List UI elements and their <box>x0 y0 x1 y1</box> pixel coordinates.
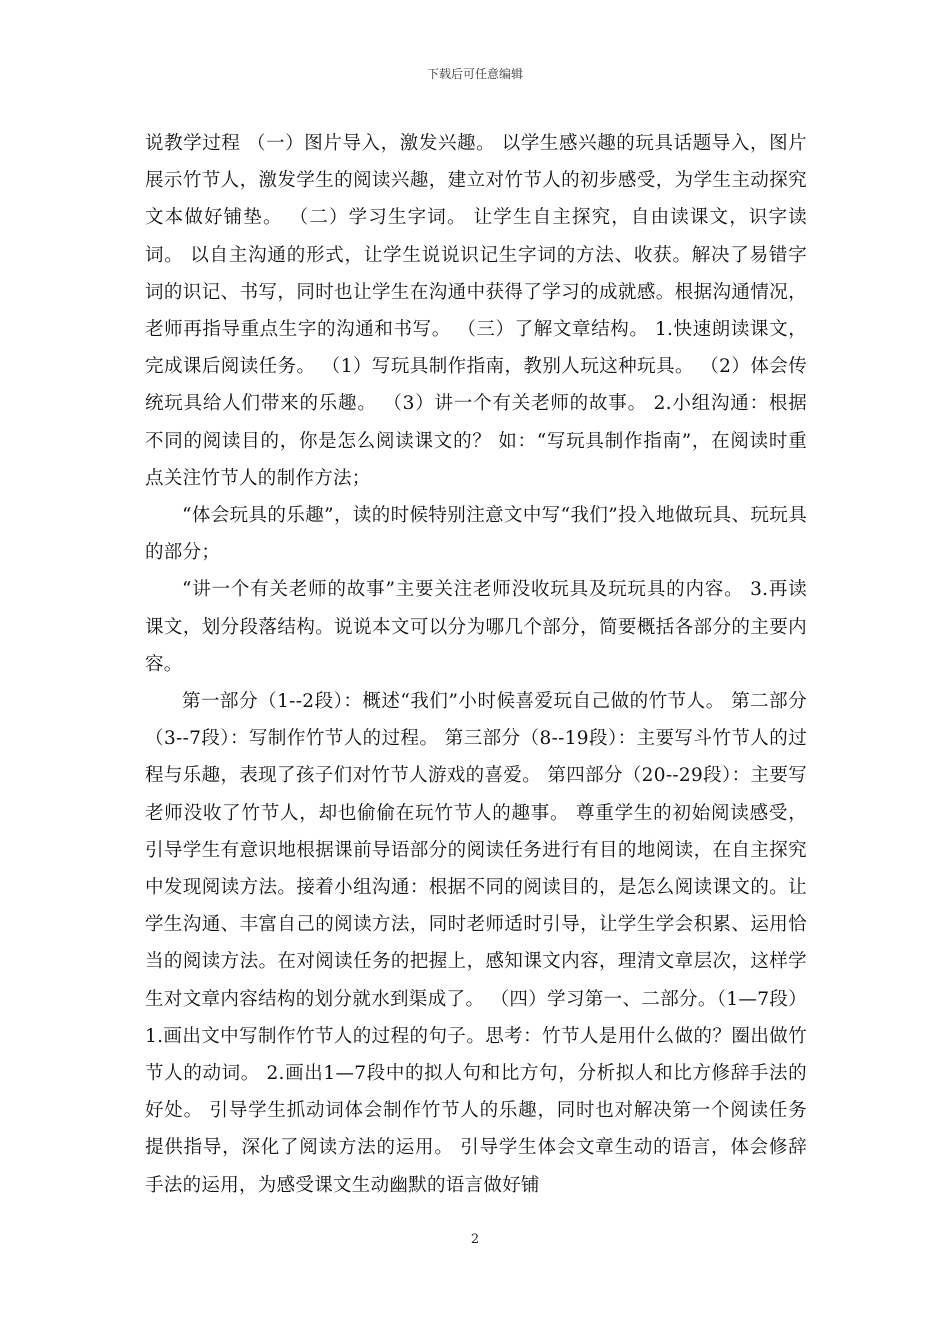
paragraph-3: “讲一个有关老师的故事”主要关注老师没收玩具及玩玩具的内容。 3.再读课文，划分段落结构。说说本文可以分为哪几个部分，简要概括各部分的主要内容。 <box>145 579 807 675</box>
paragraph-4: 第一部分（1--2段）：概述“我们”小时候喜爱玩自己做的竹节人。 第二部分（3--7段）：写制作竹节人的过程。 第三部分（8--19段）：主要写斗竹节人的过程与乐趣，表现了孩子们对竹节人游戏的喜爱。 第四部分（20--29段）：主要写老师没收了竹节人，却也偷偷在玩竹节人的趣事。 尊重学生的初始阅读感受，引导学生有意识地根据课前导语部分的阅读任务进行有目的地阅读，在自主探究中发现阅读方法。接着小组沟通：根据不同的阅读目的，是怎么阅读课文的。让学生沟通、丰富自己的阅读方法，同时老师适时引导，让学生学会积累、运用恰当的阅读方法。在对阅读任务的把握上，感知课文内容，理清文章层次，这样学生对文章内容结构的划分就水到渠成了。 （四）学习第一、二部分。（1—7段） 1.画出文中写制作竹节人的过程的句子。思考：竹节人是用什么做的？圈出做竹节人的动词。 2.画出1—7段中的拟人句和比方句，分析拟人和比方修辞手法的好处。 引导学生抓动词体会制作竹节人的乐趣，同时也对解决第一个阅读任务提供指导，深化了阅读方法的运用。 引导学生体会文章生动的语言，体会修辞手法的运用，为感受课文生动幽默的语言做好铺 <box>145 691 807 1196</box>
paragraph-1: 说教学过程 （一）图片导入，激发兴趣。 以学生感兴趣的玩具话题导入，图片展示竹节人，激发学生的阅读兴趣，建立对竹节人的初步感受，为学生主动探究文本做好铺垫。 （二）学习生字词。 让学生自主探究，自由读课文，识字读词。 以自主沟通的形式，让学生说说识记生字词的方法、收获。解决了易错字词的识记、书写，同时也让学生在沟通中获得了学习的成就感。根据沟通情况，老师再指导重点生字的沟通和书写。 （三）了解文章结构。 1.快速朗读课文，完成课后阅读任务。 （1）写玩具制作指南，教别人玩这种玩具。 （2）体会传统玩具给人们带来的乐趣。 （3）讲一个有关老师的故事。 2.小组沟通：根据不同的阅读目的，你是怎么阅读课文的？ 如：“写玩具制作指南”，在阅读时重点关注竹节人的制作方法； <box>145 133 807 489</box>
document-body <box>145 125 807 1204</box>
page-number: 2 <box>470 1232 480 1247</box>
paragraph-2: “体会玩具的乐趣”，读的时候特别注意文中写“我们”投入地做玩具、玩玩具的部分； <box>145 505 807 564</box>
page-header: 下载后可任意编辑 <box>426 67 523 81</box>
